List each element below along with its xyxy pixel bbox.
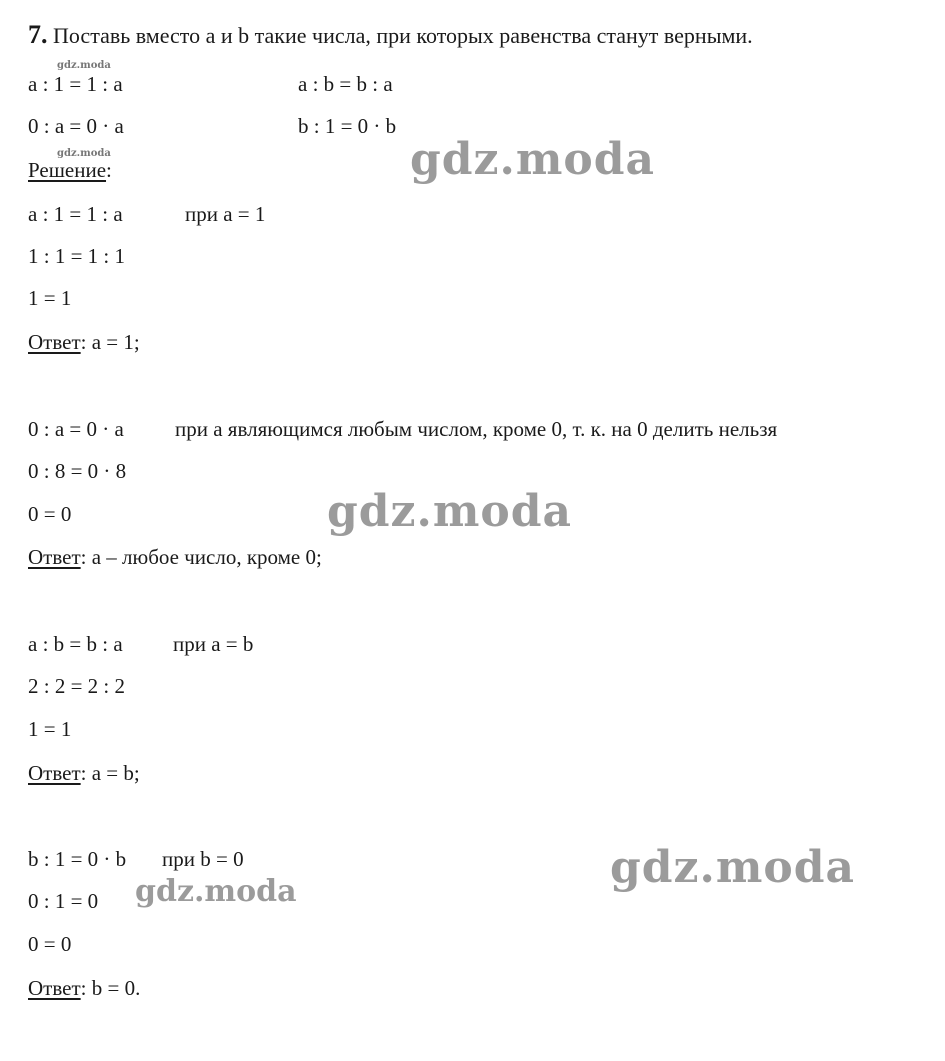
block4-result: 0 = 0 bbox=[28, 932, 72, 956]
block3-result: 1 = 1 bbox=[28, 717, 72, 741]
block1-result: 1 = 1 bbox=[28, 286, 72, 310]
block2-equation: 0 : a = 0 · a bbox=[28, 417, 124, 441]
block2-answer: Ответ: a – любое число, кроме 0; bbox=[28, 545, 322, 569]
block1-answer: Ответ: a = 1; bbox=[28, 330, 140, 354]
watermark-large: gdz.moda bbox=[327, 486, 573, 537]
block3-answer: Ответ: a = b; bbox=[28, 761, 140, 785]
block3-equation: a : b = b : a bbox=[28, 632, 123, 656]
block2-condition: при a являющимся любым числом, кроме 0, т. к. на 0 делить нельзя bbox=[175, 417, 778, 441]
given-equation-2: a : b = b : a bbox=[298, 72, 393, 96]
block4-answer-value: b = 0. bbox=[91, 976, 141, 1000]
block3-answer-value: a = b; bbox=[91, 761, 140, 785]
block3-condition: при a = b bbox=[173, 632, 254, 656]
block2-result: 0 = 0 bbox=[28, 502, 72, 526]
task-heading bbox=[28, 20, 753, 51]
block1-substitution: 1 : 1 = 1 : 1 bbox=[28, 244, 126, 268]
watermark-small: gdz.moda bbox=[57, 60, 111, 71]
block1-answer-value: a = 1; bbox=[91, 330, 140, 354]
block1-condition: при a = 1 bbox=[185, 202, 266, 226]
given-equation-3: 0 : a = 0 · a bbox=[28, 114, 124, 138]
block1-equation: a : 1 = 1 : a bbox=[28, 202, 123, 226]
watermark-large: gdz.moda bbox=[610, 842, 856, 893]
task-text: Поставь вместо a и b такие числа, при которых равенства станут верными. bbox=[53, 23, 753, 48]
block2-substitution: 0 : 8 = 0 · 8 bbox=[28, 459, 127, 483]
block2-answer-value: a – любое число, кроме 0; bbox=[91, 545, 322, 569]
answer-label: Ответ bbox=[28, 545, 81, 569]
watermark-small: gdz.moda bbox=[57, 148, 111, 159]
solution-label: Решение bbox=[28, 158, 107, 182]
block3-substitution: 2 : 2 = 2 : 2 bbox=[28, 674, 126, 698]
block4-substitution: 0 : 1 = 0 bbox=[28, 889, 99, 913]
answer-label: Ответ bbox=[28, 976, 81, 1000]
block4-equation: b : 1 = 0 · b bbox=[28, 847, 127, 871]
given-equation-4: b : 1 = 0 · b bbox=[298, 114, 397, 138]
task-number: 7. bbox=[28, 20, 48, 49]
solution-heading: Решение: bbox=[28, 158, 112, 182]
block4-condition: при b = 0 bbox=[162, 847, 244, 871]
given-equation-1: a : 1 = 1 : a bbox=[28, 72, 123, 96]
answer-label: Ответ bbox=[28, 330, 81, 354]
watermark-medium: gdz.moda bbox=[135, 874, 297, 909]
block4-answer: Ответ: b = 0. bbox=[28, 976, 141, 1000]
watermark-large: gdz.moda bbox=[410, 134, 656, 185]
answer-label: Ответ bbox=[28, 761, 81, 785]
